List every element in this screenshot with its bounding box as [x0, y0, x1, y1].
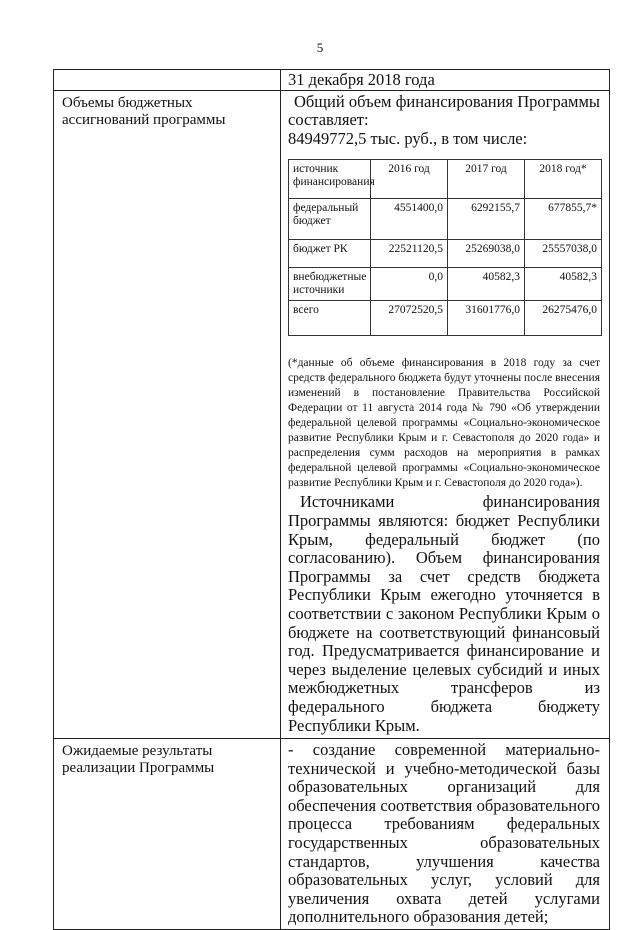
- expected-results-text: - создание современной материально-технической и учебно-методической базы образовательных организаций для обеспечения соответствия образовательного процесса требованиям федеральных государственных образовательных стандартов, улучшения качества образовательных услуг, условий для увеличения охвата детей услугами дополнительного образования детей;: [288, 740, 600, 927]
- footnote: (*данные об объеме финансирования в 2018 году за счет средств федерального бюджета будут уточнены после внесения изменений в постановление Правительства Российской Федерации от 11 августа 2014 года № 790 «Об утверждении федеральной целевой программы «Социально-экономическое развитие Республики Крым и г. Севастополя до 2020 года» и распределения сумм расходов на мероприятия в рамках федеральной целевой программы «Социально-экономическое развитие Республики Крым и г. Севастополя до 2020 года»).: [288, 357, 600, 490]
- value-cell: 40582,3: [525, 268, 602, 301]
- table-row: [289, 301, 602, 336]
- header-year-2017: 2017 год: [448, 160, 525, 199]
- source-total: всего: [289, 301, 371, 336]
- left-cell-budget: [54, 90, 281, 739]
- source-federal: федеральный бюджет: [289, 199, 371, 240]
- left-cell-results: [54, 739, 281, 930]
- budget-allocations-label: Объемы бюджетных ассигнований программы: [62, 94, 226, 128]
- expected-results-label: Ожидаемые результаты реализации Программы: [62, 743, 215, 777]
- financing-table-header: [289, 160, 602, 199]
- left-cell-empty: [54, 70, 281, 91]
- value-cell: 4551400,0: [371, 199, 448, 240]
- total-financing-text: Общий объем финансирования Программы составляет:: [288, 91, 600, 130]
- table-row: [54, 90, 610, 739]
- right-cell-results: [281, 739, 610, 930]
- value-cell: 22521120,5: [371, 240, 448, 268]
- table-row: [54, 739, 610, 930]
- value-cell: 40582,3: [448, 268, 525, 301]
- program-passport-table: [53, 69, 610, 930]
- value-cell: 31601776,0: [448, 301, 525, 336]
- financing-table: [288, 159, 602, 336]
- table-row: [289, 268, 602, 301]
- value-cell: 26275476,0: [525, 301, 602, 336]
- period-end-text: 31 декабря 2018 года: [288, 70, 435, 89]
- value-cell: 0,0: [371, 268, 448, 301]
- right-cell-date: [281, 70, 610, 91]
- header-year-2016: 2016 год: [371, 160, 448, 199]
- value-cell: 25269038,0: [448, 240, 525, 268]
- financing-sources-text: Источниками финансирования Программы являются: бюджет Республики Крым, федеральный бюджет (по согласованию). Объем финансирования Программы за счет средств бюджета Республики Крым ежегодно уточняется в соответствии с законом Республики Крым о бюджете на соответствующий финансовый год. Предусматривается финансирование и через выделение целевых субсидий и иных межбюджетных трансферов из федерального бюджета бюджету Республики Крым.: [288, 492, 600, 735]
- table-row: [54, 70, 610, 91]
- right-cell-budget: [281, 90, 610, 739]
- value-cell: 677855,7*: [525, 199, 602, 240]
- page-number: 5: [316, 40, 324, 55]
- table-row: [289, 199, 602, 240]
- source-rk-budget: бюджет РК: [289, 240, 371, 268]
- total-financing-amount: 84949772,5 тыс. руб., в том числе:: [288, 128, 528, 148]
- table-row: [289, 240, 602, 268]
- value-cell: 27072520,5: [371, 301, 448, 336]
- header-source: источник финансирования: [289, 160, 371, 199]
- value-cell: 6292155,7: [448, 199, 525, 240]
- source-extrabudgetary: внебюджетные источники: [289, 268, 371, 301]
- header-year-2018: 2018 год*: [525, 160, 602, 199]
- value-cell: 25557038,0: [525, 240, 602, 268]
